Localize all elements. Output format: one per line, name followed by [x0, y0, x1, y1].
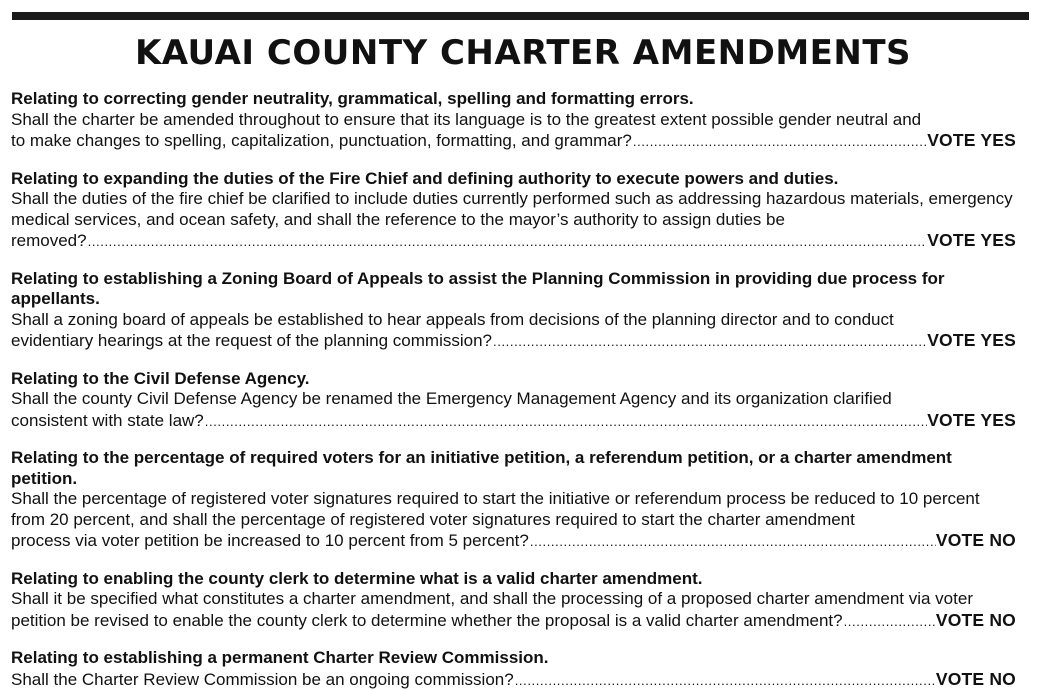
amendment-item [11, 89, 1016, 153]
amendment-question-last-line: to make changes to spelling, capitalization, punctuation, formatting, and grammar? [11, 131, 632, 152]
amendment-question-end [11, 530, 1016, 553]
amendment-heading: Relating to expanding the duties of the Fire Chief and defining authority to execute powers and duties. [11, 169, 1016, 190]
document-title: KAUAI COUNTY CHARTER AMENDMENTS [0, 30, 1046, 76]
amendment-item [11, 569, 1016, 633]
dot-leader [204, 412, 927, 433]
dot-leader [632, 132, 927, 153]
amendment-question: Shall a zoning board of appeals be established to hear appeals from decisions of the planning director and to conduct [11, 310, 1016, 331]
amendment-item [11, 369, 1016, 433]
amendment-item [11, 169, 1016, 253]
amendment-question: Shall it be specified what constitutes a charter amendment, and shall the processing of a proposed charter amendment via voter [11, 589, 1016, 610]
amendment-question-last-line: Shall the Charter Review Commission be an ongoing commission? [11, 670, 514, 691]
vote-recommendation: VOTE NO [936, 530, 1016, 551]
dot-leader [843, 612, 936, 633]
vote-recommendation: VOTE YES [927, 330, 1016, 351]
amendment-item [11, 648, 1016, 691]
vote-recommendation: VOTE YES [927, 410, 1016, 431]
vote-recommendation: VOTE NO [936, 610, 1016, 631]
vote-recommendation: VOTE YES [927, 130, 1016, 151]
dot-leader [492, 332, 927, 353]
amendment-heading: Relating to the Civil Defense Agency. [11, 369, 1016, 390]
vote-recommendation: VOTE NO [936, 669, 1016, 690]
amendment-question-last-line: evidentiary hearings at the request of the planning commission? [11, 331, 492, 352]
vote-recommendation: VOTE YES [927, 230, 1016, 251]
amendment-question-end [11, 130, 1016, 153]
dot-leader [87, 232, 928, 253]
amendment-question: Shall the duties of the fire chief be clarified to include duties currently performed such as addressing hazardous materials, emergency medical services, and ocean safety, and shall the reference to the mayor’s authority to assign duties be [11, 189, 1016, 230]
amendment-heading: Relating to correcting gender neutrality, grammatical, spelling and formatting errors. [11, 89, 1016, 110]
dot-leader [529, 532, 936, 553]
amendment-question: Shall the charter be amended throughout to ensure that its language is to the greatest extent possible gender neutral and [11, 110, 1016, 131]
amendment-question-last-line: consistent with state law? [11, 411, 204, 432]
amendment-question-end [11, 330, 1016, 353]
amendment-item [11, 448, 1016, 553]
amendment-question-end [11, 410, 1016, 433]
amendment-question-last-line: removed? [11, 231, 87, 252]
amendment-question-end [11, 230, 1016, 253]
amendment-heading: Relating to establishing a Zoning Board of Appeals to assist the Planning Commission in providing due process for appellants. [11, 269, 1016, 310]
amendment-question-end [11, 610, 1016, 633]
amendment-item [11, 269, 1016, 353]
amendment-question: Shall the county Civil Defense Agency be renamed the Emergency Management Agency and its organization clarified [11, 389, 1016, 410]
top-rule [12, 12, 1029, 20]
amendment-question-end [11, 669, 1016, 691]
amendment-heading: Relating to enabling the county clerk to determine what is a valid charter amendment. [11, 569, 1016, 590]
amendment-heading: Relating to the percentage of required voters for an initiative petition, a referendum petition, or a charter amendment petition. [11, 448, 1016, 489]
amendment-question: Shall the percentage of registered voter signatures required to start the initiative or referendum process be reduced to 10 percent from 20 percent, and shall the percentage of registered voter signatures required to start the charter amendment [11, 489, 1016, 530]
amendment-list [11, 89, 1016, 691]
amendment-question-last-line: petition be revised to enable the county clerk to determine whether the proposal is a valid charter amendment? [11, 611, 843, 632]
amendment-heading: Relating to establishing a permanent Charter Review Commission. [11, 648, 1016, 669]
dot-leader [514, 671, 936, 691]
amendment-question-last-line: process via voter petition be increased to 10 percent from 5 percent? [11, 531, 529, 552]
